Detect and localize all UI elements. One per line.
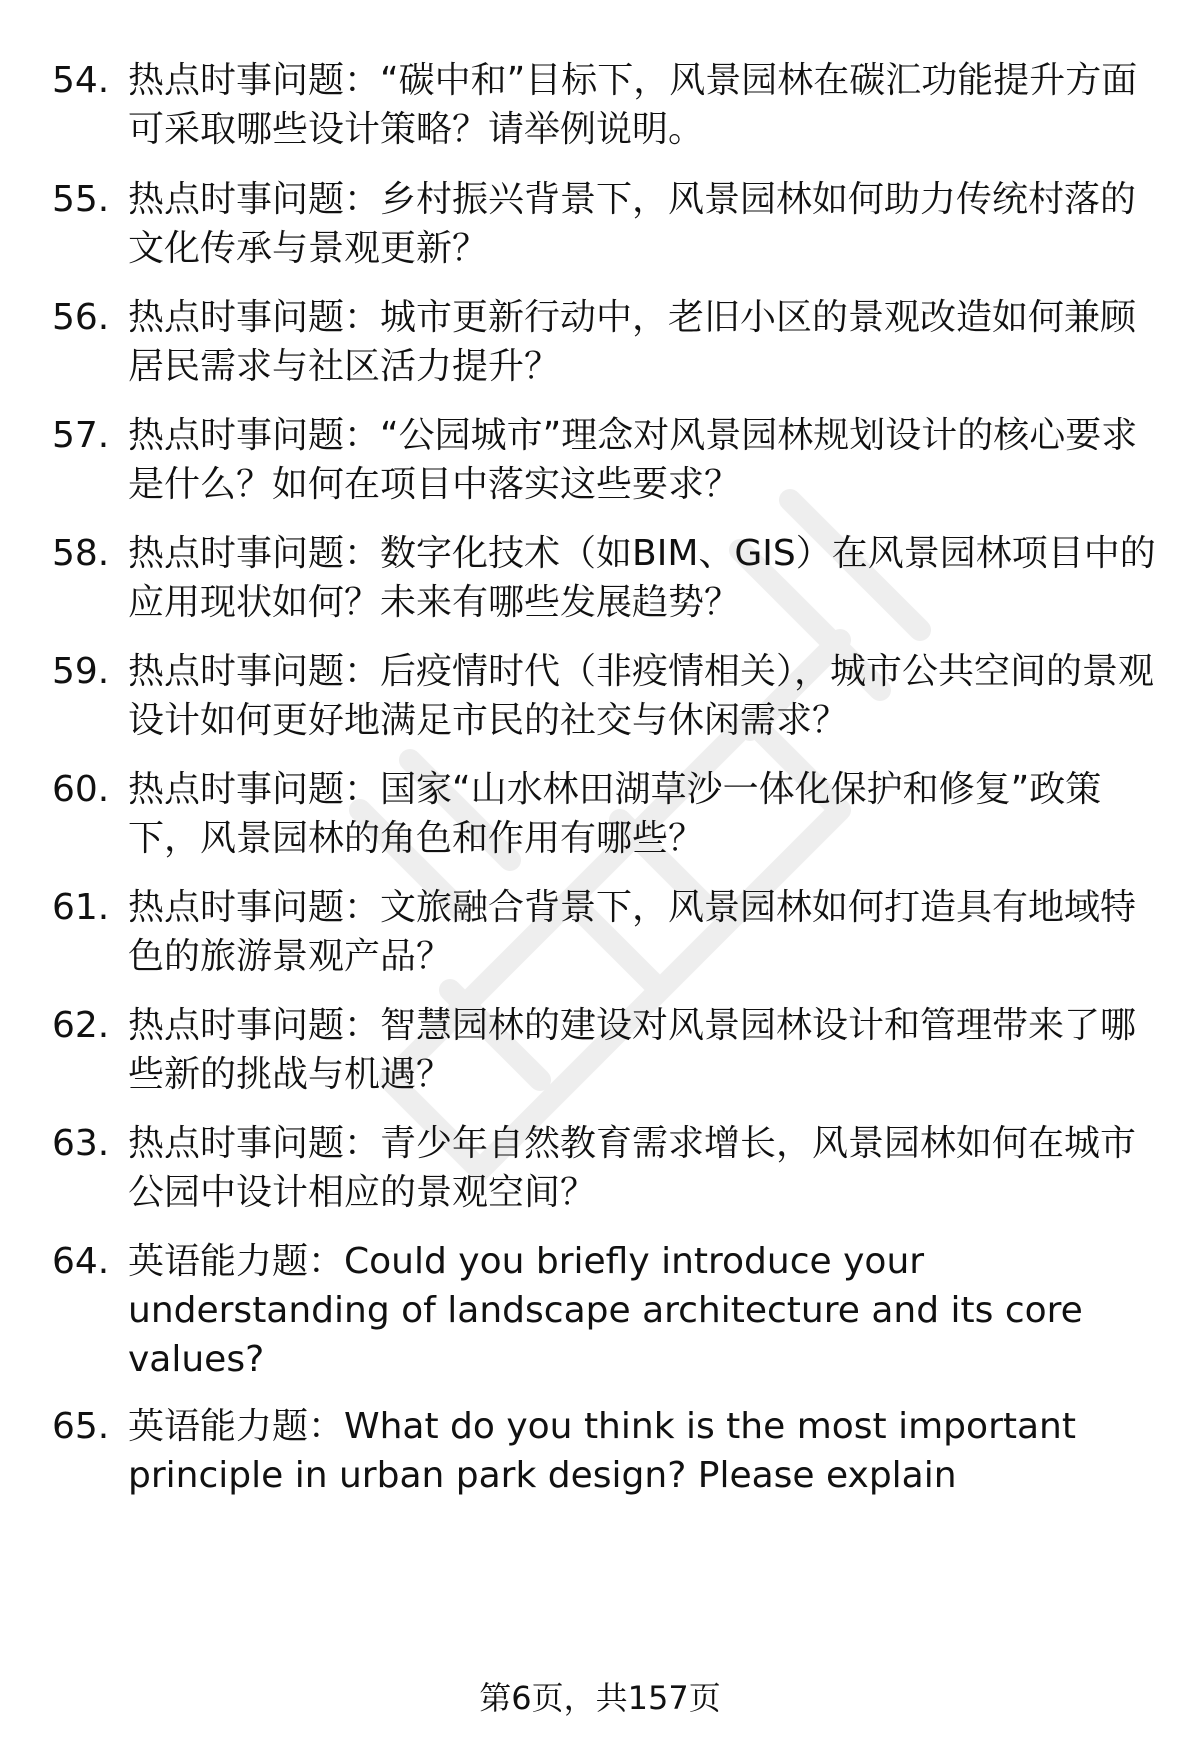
question-number: 65.	[52, 1406, 110, 1447]
question-text: 热点时事问题：数字化技术（如BIM、GIS）在风景园林项目中的应用现状如何？未来有哪些发展趋势？	[128, 533, 1156, 623]
question-58	[52, 529, 1170, 627]
question-text: 热点时事问题：城市更新行动中，老旧小区的景观改造如何兼顾居民需求与社区活力提升？	[128, 297, 1137, 387]
question-59	[52, 647, 1170, 745]
question-57	[52, 411, 1170, 509]
question-number: 55.	[52, 179, 110, 220]
question-number: 56.	[52, 297, 110, 338]
question-text: 热点时事问题：后疫情时代（非疫情相关），城市公共空间的景观设计如何更好地满足市民的社交与休闲需求？	[128, 651, 1155, 741]
question-number: 61.	[52, 887, 110, 928]
question-number: 60.	[52, 769, 110, 810]
question-60	[52, 765, 1170, 863]
question-text: 热点时事问题：国家“山水林田湖草沙一体化保护和修复”政策下，风景园林的角色和作用有哪些？	[128, 769, 1102, 859]
question-64	[52, 1237, 1170, 1384]
question-number: 54.	[52, 60, 110, 101]
question-text: 热点时事问题：“碳中和”目标下，风景园林在碳汇功能提升方面可采取哪些设计策略？请举例说明。	[128, 60, 1138, 150]
question-text: 热点时事问题：乡村振兴背景下，风景园林如何助力传统村落的文化传承与景观更新？	[128, 179, 1137, 269]
question-text: 热点时事问题：文旅融合背景下，风景园林如何打造具有地域特色的旅游景观产品？	[128, 887, 1137, 977]
page-footer: 第6页，共157页	[479, 1679, 721, 1717]
question-56	[52, 293, 1170, 391]
question-text: 英语能力题：What do you think is the most important principle in urban park design? Please explain	[128, 1406, 1076, 1496]
question-number: 57.	[52, 415, 110, 456]
question-55	[52, 175, 1170, 273]
question-text: 热点时事问题：“公园城市”理念对风景园林规划设计的核心要求是什么？如何在项目中落实这些要求？	[128, 415, 1138, 505]
question-number: 59.	[52, 651, 110, 692]
question-number: 62.	[52, 1005, 110, 1046]
question-number: 64.	[52, 1241, 110, 1282]
question-61	[52, 883, 1170, 981]
question-text: 英语能力题：Could you briefly introduce your understanding of landscape architecture and its core values?	[128, 1241, 1083, 1380]
question-62	[52, 1001, 1170, 1099]
question-text: 热点时事问题：智慧园林的建设对风景园林设计和管理带来了哪些新的挑战与机遇？	[128, 1005, 1137, 1095]
question-54	[52, 56, 1170, 154]
question-65	[52, 1402, 1170, 1500]
question-63	[52, 1119, 1170, 1217]
question-number: 58.	[52, 533, 110, 574]
question-text: 热点时事问题：青少年自然教育需求增长，风景园林如何在城市公园中设计相应的景观空间？	[128, 1123, 1137, 1213]
question-number: 63.	[52, 1123, 110, 1164]
